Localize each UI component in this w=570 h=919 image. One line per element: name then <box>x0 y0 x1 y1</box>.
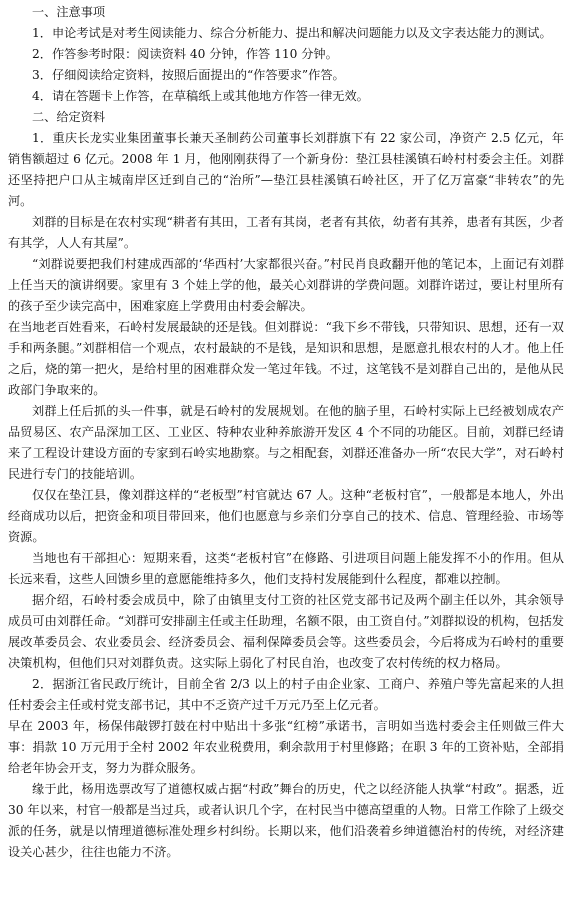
note-paragraph: 2．作答参考时限：阅读资料 40 分钟，作答 110 分钟。 <box>32 47 338 61</box>
note-paragraph: 4．请在答题卡上作答，在草稿纸上或其他地方作答一律无效。 <box>32 89 369 103</box>
section-heading-materials: 二、给定资料 <box>32 110 106 124</box>
material-paragraph: 2．据浙江省民政厅统计，目前全省 2/3 以上的村子由企业家、工商户、养殖户等先富起来的人担任村委会主任或村党支部书记，其中不乏资产过千万元乃至上亿元者。 <box>8 677 564 712</box>
section-heading-notes: 一、注意事项 <box>32 5 106 19</box>
material-paragraph: 当地也有干部担心：短期来看，这类“老板村官”在修路、引进项目问题上能发挥不小的作用。但从长远来看，这些人回馈乡里的意愿能维持多久，他们支持村发展能到什么程度，都难以控制。 <box>8 551 564 586</box>
material-paragraph: 早在 2003 年，杨保伟敲锣打鼓在村中贴出十多张“红榜”承诺书，言明如当选村委会主任则做三件大事：捐款 10 万元用于全村 2002 年农业税费用，剩余款用于村里修路；在职 3 年的工资补贴，全部捐给老年协会开支，努力为群众服务。 <box>8 719 564 775</box>
material-paragraph: 刘群上任后抓的头一件事，就是石岭村的发展规划。在他的脑子里，石岭村实际上已经被划成农产品贸易区、农产品深加工区、工业区、特种农业种养旅游开发区 4 个不同的功能区。目前，刘群已经请来了工程设计建设方面的专家到石岭实地勘察。与之相配套，刘群还准备办一所“农民大学”，对石岭村民进行专门的技能培训。 <box>8 404 564 481</box>
material-paragraph: 在当地老百姓看来，石岭村发展最缺的还是钱。但刘群说：“我下乡不带钱，只带知识、思想，还有一双手和两条腿。”刘群相信一个观点，农村最缺的不是钱，是知识和思想，是愿意扎根农村的人才。他上任之后，烧的第一把火，是给村里的困难群众发一笔过年钱。不过，这笔钱不是刘群自己出的，是他从民政部门争取来的。 <box>8 320 564 397</box>
material-paragraph: 1．重庆长龙实业集团董事长兼天圣制药公司董事长刘群旗下有 22 家公司，净资产 2.5 亿元，年销售额超过 6 亿元。2008 年 1 月，他刚刚获得了一个新身份：垫江县桂溪镇石岭村村委会主任。刘群还坚持把户口从主城南岸区迁到自己的“治所”—垫江县桂溪镇石岭社区，开了亿万富豪“非转农”的先河。 <box>8 131 564 208</box>
material-paragraph: “刘群说要把我们村建成西部的‘华西村’大家都很兴奋。”村民肖良政翻开他的笔记本，上面记有刘群上任当天的演讲纲要。家里有 3 个娃上学的他，最关心刘群讲的学费问题。刘群许诺过，要让村里所有的孩子至少读完高中，困难家庭上学费用由村委会解决。 <box>8 257 564 313</box>
material-paragraph: 缘于此，杨用选票改写了道德权威占据“村政”舞台的历史，代之以经济能人执掌“村政”。据悉，近 30 年以来，村官一般都是当过兵，或者认识几个字，在村民当中德高望重的人物。日常工作除了上级交派的任务，就是以情理道德标准处理乡村纠纷。长期以来，他们沿袭着乡绅道德治村的传统，对经济建设关心甚少，往往也能力不济。 <box>8 782 564 859</box>
material-paragraph: 刘群的目标是在农村实现“耕者有其田，工者有其岗，老者有其依，幼者有其养，患者有其医，少者有其学，人人有其屋”。 <box>8 215 564 250</box>
material-paragraph: 仅仅在垫江县，像刘群这样的“老板型”村官就达 67 人。这种“老板村官”，一般都是本地人，外出经商成功以后，把资金和项目带回来，他们也愿意与乡亲们分享自己的技术、信息、管理经验、市场等资源。 <box>8 488 564 544</box>
note-paragraph: 1．申论考试是对考生阅读能力、综合分析能力、提出和解决问题能力以及文字表达能力的测试。 <box>32 26 552 40</box>
material-paragraph: 据介绍，石岭村委会成员中，除了由镇里支付工资的社区党支部书记及两个副主任以外，其余领导成员可由刘群任命。“刘群可安排副主任或主任助理，名额不限，由工资自付。”刘群拟设的机构，包括发展改革委员会、农业委员会、经济委员会、福利保障委员会等。这些委员会，今后将成为石岭村的重要决策机构，但他们只对刘群负责。这实际上弱化了村民自治，也改变了农村传统的权力格局。 <box>8 593 564 670</box>
note-paragraph: 3．仔细阅读给定资料，按照后面提出的“作答要求”作答。 <box>32 68 345 82</box>
